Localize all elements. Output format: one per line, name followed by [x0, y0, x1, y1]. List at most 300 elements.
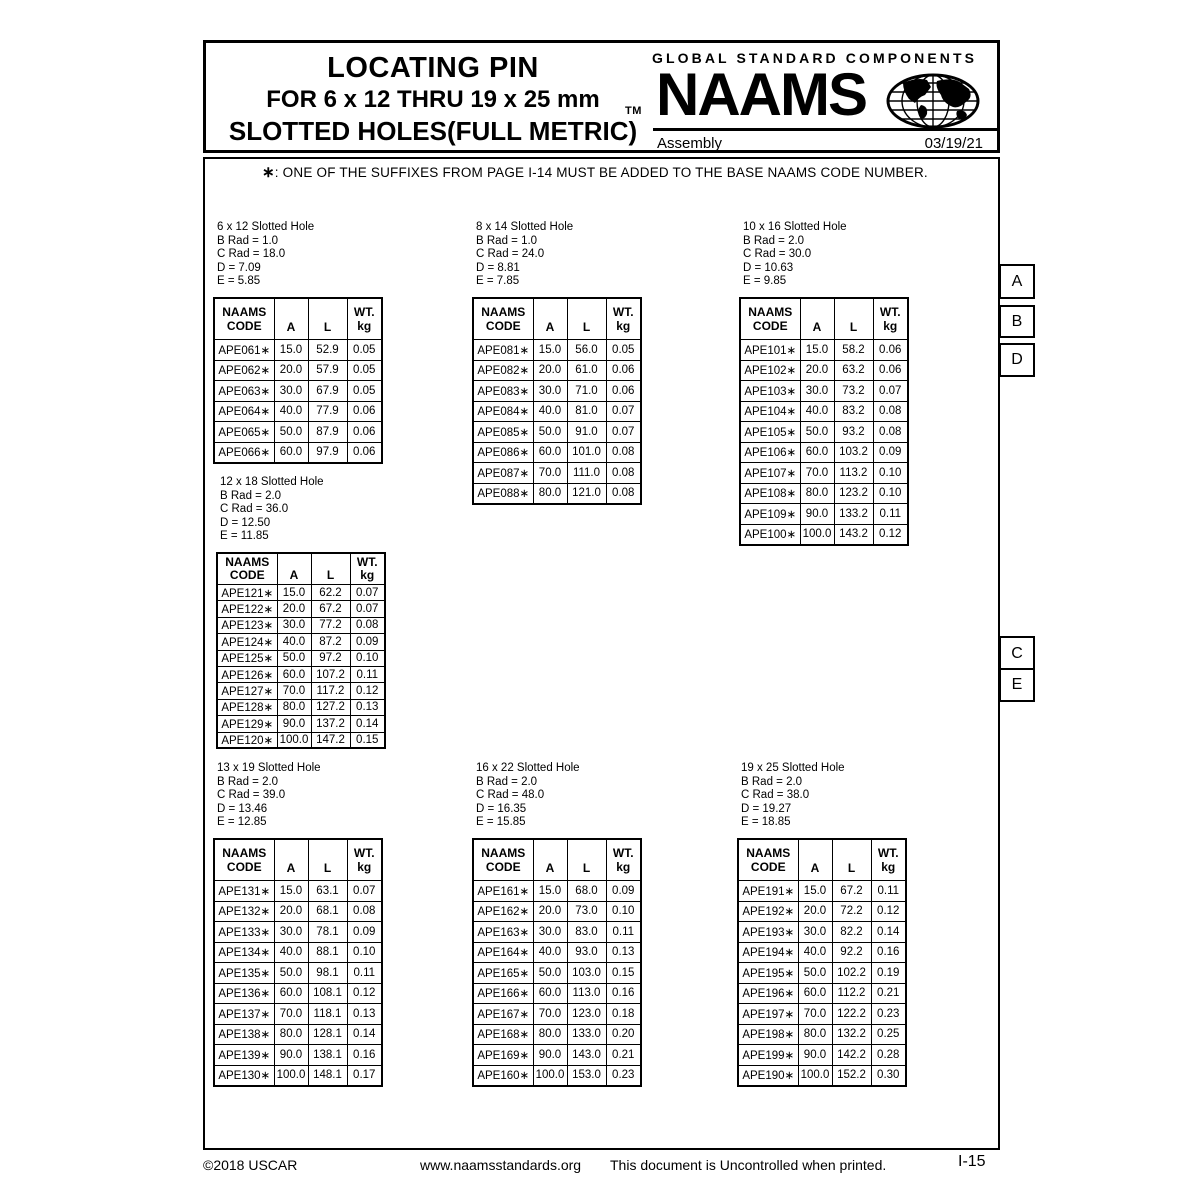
naams-code-cell: APE120∗: [217, 732, 277, 748]
section-tab-a[interactable]: A: [999, 264, 1035, 299]
a-value-cell: 40.0: [798, 942, 832, 963]
naams-code-cell: APE065∗: [214, 422, 274, 443]
l-value-cell: 87.9: [308, 422, 347, 443]
naams-code-cell: APE086∗: [473, 442, 533, 463]
column-header-wt: [871, 839, 906, 881]
l-value-cell: 111.0: [567, 463, 606, 484]
naams-code-cell: APE123∗: [217, 617, 277, 633]
wt-value-cell: 0.12: [873, 524, 908, 545]
spec-info: [737, 760, 907, 830]
table-row: [473, 340, 641, 361]
table-row: [473, 1065, 641, 1086]
column-header-naams-code: [217, 553, 277, 585]
a-value-cell: 100.0: [277, 732, 311, 748]
wt-value-cell: 0.16: [347, 1045, 382, 1066]
l-value-cell: 123.2: [834, 483, 873, 504]
naams-code-cell: APE121∗: [217, 585, 277, 601]
suffix-note: [262, 163, 928, 181]
table-row: [217, 699, 385, 715]
column-header-l: L: [311, 553, 350, 585]
naams-code-cell: APE062∗: [214, 360, 274, 381]
wt-value-cell: 0.11: [873, 504, 908, 525]
header-row: [740, 298, 908, 340]
wt-value-cell: 0.08: [350, 617, 385, 633]
l-value-cell: 138.1: [308, 1045, 347, 1066]
spec-info-line: E = 18.85: [741, 816, 791, 828]
spec-info-line: E = 12.85: [217, 816, 267, 828]
table-row: [214, 442, 382, 463]
wt-value-cell: 0.06: [873, 360, 908, 381]
naams-code-cell: APE137∗: [214, 1004, 274, 1025]
table-row: [473, 942, 641, 963]
wt-value-cell: 0.06: [873, 340, 908, 361]
column-header-line: kg: [357, 859, 372, 874]
wt-value-cell: 0.05: [347, 360, 382, 381]
a-value-cell: 40.0: [274, 401, 308, 422]
wt-value-cell: 0.07: [606, 401, 641, 422]
a-value-cell: 15.0: [533, 881, 567, 902]
table-row: [473, 401, 641, 422]
l-value-cell: 121.0: [567, 483, 606, 504]
column-header-line: kg: [360, 567, 375, 582]
wt-value-cell: 0.21: [606, 1045, 641, 1066]
a-value-cell: 15.0: [800, 340, 834, 361]
wt-value-cell: 0.10: [350, 650, 385, 666]
a-value-cell: 15.0: [274, 881, 308, 902]
l-value-cell: 108.1: [308, 983, 347, 1004]
column-header-naams-code: [473, 839, 533, 881]
spec-info-line: E = 9.85: [743, 275, 787, 287]
l-value-cell: 56.0: [567, 340, 606, 361]
naams-code-cell: APE195∗: [738, 963, 798, 984]
spec-info-line: E = 15.85: [476, 816, 526, 828]
a-value-cell: 50.0: [798, 963, 832, 984]
column-header-line: NAAMS: [748, 304, 793, 319]
spec-group-6x12: [213, 219, 383, 464]
wt-value-cell: 0.14: [347, 1024, 382, 1045]
table-row: [473, 483, 641, 504]
wt-value-cell: 0.20: [606, 1024, 641, 1045]
a-value-cell: 30.0: [800, 381, 834, 402]
a-value-cell: 70.0: [533, 1004, 567, 1025]
globe-icon: [885, 73, 981, 134]
a-value-cell: 80.0: [800, 483, 834, 504]
table-row: [217, 634, 385, 650]
spec-info-line: 19 x 25 Slotted Hole: [741, 762, 845, 774]
l-value-cell: 152.2: [832, 1065, 871, 1086]
table-row: [214, 922, 382, 943]
spec-info: [472, 760, 642, 830]
table-row: [740, 422, 908, 443]
title-line-2: FOR 6 x 12 THRU 19 x 25 mm: [266, 86, 600, 113]
naams-code-cell: APE135∗: [214, 963, 274, 984]
a-value-cell: 15.0: [277, 585, 311, 601]
spec-info-line: C Rad = 30.0: [743, 248, 812, 260]
spec-info-line: D = 16.35: [476, 802, 527, 815]
spec-info-line: B Rad = 1.0: [217, 234, 279, 247]
table-row: [740, 442, 908, 463]
naams-code-cell: APE100∗: [740, 524, 800, 545]
a-value-cell: 20.0: [274, 360, 308, 381]
column-header-line: CODE: [750, 859, 786, 874]
spec-info-line: D = 13.46: [217, 802, 268, 815]
a-value-cell: 70.0: [800, 463, 834, 484]
l-value-cell: 103.0: [567, 963, 606, 984]
table-row: [738, 963, 906, 984]
parts-table: [472, 297, 642, 505]
table-row: [473, 881, 641, 902]
naams-code-cell: APE191∗: [738, 881, 798, 902]
a-value-cell: 70.0: [274, 1004, 308, 1025]
spec-info-line: D = 19.27: [741, 802, 792, 815]
naams-code-cell: APE161∗: [473, 881, 533, 902]
table-row: [214, 340, 382, 361]
column-header-line: WT.: [356, 554, 378, 569]
l-value-cell: 57.9: [308, 360, 347, 381]
table-row: [214, 942, 382, 963]
wt-value-cell: 0.16: [606, 983, 641, 1004]
table-row: [217, 585, 385, 601]
a-value-cell: 80.0: [274, 1024, 308, 1045]
table-row: [214, 1065, 382, 1086]
l-value-cell: 143.2: [834, 524, 873, 545]
table-row: [214, 401, 382, 422]
column-header-l: L: [834, 298, 873, 340]
section-tab-e[interactable]: E: [999, 668, 1035, 702]
wt-value-cell: 0.06: [347, 442, 382, 463]
a-value-cell: 30.0: [277, 617, 311, 633]
a-value-cell: 60.0: [533, 442, 567, 463]
wt-value-cell: 0.10: [347, 942, 382, 963]
l-value-cell: 93.2: [834, 422, 873, 443]
table-row: [738, 922, 906, 943]
header-row: [214, 839, 382, 881]
column-header-line: NAAMS: [481, 845, 526, 860]
naams-code-cell: APE122∗: [217, 601, 277, 617]
a-value-cell: 30.0: [533, 381, 567, 402]
a-value-cell: 90.0: [798, 1045, 832, 1066]
a-value-cell: 60.0: [277, 666, 311, 682]
a-value-cell: 40.0: [277, 634, 311, 650]
l-value-cell: 137.2: [311, 716, 350, 732]
l-value-cell: 107.2: [311, 666, 350, 682]
a-value-cell: 50.0: [800, 422, 834, 443]
l-value-cell: 98.1: [308, 963, 347, 984]
column-header-line: WT.: [877, 845, 899, 860]
a-value-cell: 20.0: [533, 901, 567, 922]
spec-info: [213, 219, 383, 289]
l-value-cell: 101.0: [567, 442, 606, 463]
table-row: [217, 617, 385, 633]
wt-value-cell: 0.11: [350, 666, 385, 682]
copyright-text: ©2018 USCAR: [203, 1157, 298, 1173]
naams-code-cell: APE108∗: [740, 483, 800, 504]
naams-code-cell: APE198∗: [738, 1024, 798, 1045]
naams-code-cell: APE103∗: [740, 381, 800, 402]
naams-code-cell: APE064∗: [214, 401, 274, 422]
a-value-cell: 30.0: [274, 381, 308, 402]
a-value-cell: 80.0: [798, 1024, 832, 1045]
column-header-a: A: [274, 839, 308, 881]
brand-subtitle: Assembly: [657, 135, 723, 152]
table-row: [473, 1024, 641, 1045]
parts-table: [472, 838, 642, 1087]
wt-value-cell: 0.21: [871, 983, 906, 1004]
naams-code-cell: APE126∗: [217, 666, 277, 682]
wt-value-cell: 0.11: [871, 881, 906, 902]
column-header-line: WT.: [353, 304, 375, 319]
a-value-cell: 70.0: [277, 683, 311, 699]
a-value-cell: 90.0: [800, 504, 834, 525]
wt-value-cell: 0.07: [350, 585, 385, 601]
wt-value-cell: 0.10: [606, 901, 641, 922]
a-value-cell: 30.0: [274, 922, 308, 943]
a-value-cell: 50.0: [277, 650, 311, 666]
wt-value-cell: 0.07: [606, 422, 641, 443]
naams-code-cell: APE101∗: [740, 340, 800, 361]
column-header-line: kg: [357, 318, 372, 333]
naams-code-cell: APE061∗: [214, 340, 274, 361]
table-row: [217, 666, 385, 682]
l-value-cell: 83.2: [834, 401, 873, 422]
naams-code-cell: APE084∗: [473, 401, 533, 422]
wt-value-cell: 0.11: [347, 963, 382, 984]
suffix-note-text: : ONE OF THE SUFFIXES FROM PAGE I-14 MUST BE ADDED TO THE BASE NAAMS CODE NUMBER.: [274, 165, 928, 180]
naams-code-cell: APE192∗: [738, 901, 798, 922]
a-value-cell: 15.0: [798, 881, 832, 902]
wt-value-cell: 0.13: [347, 1004, 382, 1025]
naams-code-cell: APE197∗: [738, 1004, 798, 1025]
section-tab-d[interactable]: D: [999, 343, 1035, 377]
spec-group-8x14: [472, 219, 642, 505]
a-value-cell: 40.0: [274, 942, 308, 963]
wt-value-cell: 0.17: [347, 1065, 382, 1086]
naams-code-cell: APE165∗: [473, 963, 533, 984]
wt-value-cell: 0.15: [350, 732, 385, 748]
wt-value-cell: 0.15: [606, 963, 641, 984]
l-value-cell: 77.2: [311, 617, 350, 633]
column-header-a: A: [798, 839, 832, 881]
parts-table: [739, 297, 909, 546]
naams-code-cell: APE087∗: [473, 463, 533, 484]
l-value-cell: 62.2: [311, 585, 350, 601]
section-tab-b[interactable]: B: [999, 305, 1035, 338]
column-header-wt: [606, 839, 641, 881]
naams-code-cell: APE163∗: [473, 922, 533, 943]
spec-info-line: D = 7.09: [217, 261, 261, 274]
a-value-cell: 20.0: [533, 360, 567, 381]
column-header-line: CODE: [485, 859, 521, 874]
spec-info-line: C Rad = 39.0: [217, 789, 286, 801]
l-value-cell: 81.0: [567, 401, 606, 422]
l-value-cell: 61.0: [567, 360, 606, 381]
naams-code-cell: APE105∗: [740, 422, 800, 443]
naams-code-cell: APE102∗: [740, 360, 800, 381]
wt-value-cell: 0.25: [871, 1024, 906, 1045]
l-value-cell: 67.2: [311, 601, 350, 617]
section-tab-c[interactable]: C: [999, 636, 1035, 671]
table-row: [473, 922, 641, 943]
a-value-cell: 20.0: [277, 601, 311, 617]
a-value-cell: 20.0: [798, 901, 832, 922]
a-value-cell: 70.0: [798, 1004, 832, 1025]
spec-info-line: B Rad = 2.0: [217, 775, 279, 788]
column-header-naams-code: [214, 298, 274, 340]
l-value-cell: 71.0: [567, 381, 606, 402]
a-value-cell: 90.0: [277, 716, 311, 732]
wt-value-cell: 0.08: [873, 422, 908, 443]
naams-code-cell: APE106∗: [740, 442, 800, 463]
table-row: [214, 381, 382, 402]
naams-code-cell: APE166∗: [473, 983, 533, 1004]
spec-info-line: B Rad = 2.0: [220, 489, 282, 502]
wt-value-cell: 0.09: [347, 922, 382, 943]
naams-code-cell: APE136∗: [214, 983, 274, 1004]
table-row: [214, 901, 382, 922]
table-row: [738, 983, 906, 1004]
table-row: [214, 983, 382, 1004]
wt-value-cell: 0.12: [347, 983, 382, 1004]
a-value-cell: 50.0: [274, 963, 308, 984]
a-value-cell: 20.0: [800, 360, 834, 381]
l-value-cell: 133.0: [567, 1024, 606, 1045]
naams-code-cell: APE139∗: [214, 1045, 274, 1066]
naams-code-cell: APE169∗: [473, 1045, 533, 1066]
a-value-cell: 40.0: [533, 942, 567, 963]
revision-date: 03/19/21: [924, 135, 983, 152]
a-value-cell: 30.0: [533, 922, 567, 943]
column-header-naams-code: [473, 298, 533, 340]
spec-info-line: C Rad = 18.0: [217, 248, 286, 260]
naams-code-cell: APE193∗: [738, 922, 798, 943]
parts-table: [216, 552, 386, 750]
table-row: [738, 1045, 906, 1066]
naams-code-cell: APE107∗: [740, 463, 800, 484]
a-value-cell: 90.0: [533, 1045, 567, 1066]
trademark-symbol: TM: [625, 105, 642, 117]
table-row: [217, 716, 385, 732]
naams-code-cell: APE088∗: [473, 483, 533, 504]
column-header-a: A: [800, 298, 834, 340]
column-header-naams-code: [740, 298, 800, 340]
wt-value-cell: 0.14: [871, 922, 906, 943]
column-header-l: L: [567, 839, 606, 881]
table-row: [740, 360, 908, 381]
title-line-3: SLOTTED HOLES(FULL METRIC): [228, 116, 638, 146]
l-value-cell: 103.2: [834, 442, 873, 463]
l-value-cell: 67.9: [308, 381, 347, 402]
table-row: [217, 683, 385, 699]
spec-info-line: B Rad = 2.0: [741, 775, 803, 788]
naams-code-cell: APE127∗: [217, 683, 277, 699]
naams-code-cell: APE190∗: [738, 1065, 798, 1086]
l-value-cell: 73.2: [834, 381, 873, 402]
column-header-l: L: [567, 298, 606, 340]
naams-code-cell: APE082∗: [473, 360, 533, 381]
column-header-line: NAAMS: [225, 554, 270, 569]
spec-info-line: D = 12.50: [220, 516, 271, 529]
naams-code-cell: APE063∗: [214, 381, 274, 402]
spec-info-line: E = 5.85: [217, 275, 261, 287]
spec-info: [213, 760, 383, 830]
table-row: [738, 881, 906, 902]
table-row: [473, 381, 641, 402]
l-value-cell: 87.2: [311, 634, 350, 650]
spec-info-line: B Rad = 1.0: [476, 234, 538, 247]
table-row: [738, 942, 906, 963]
table-row: [473, 1045, 641, 1066]
naams-code-cell: APE125∗: [217, 650, 277, 666]
column-header-naams-code: [738, 839, 798, 881]
spec-info-line: 6 x 12 Slotted Hole: [217, 221, 315, 233]
wt-value-cell: 0.12: [871, 901, 906, 922]
wt-value-cell: 0.06: [347, 422, 382, 443]
column-header-wt: [347, 298, 382, 340]
l-value-cell: 72.2: [832, 901, 871, 922]
table-row: [473, 963, 641, 984]
column-header-line: kg: [881, 859, 896, 874]
spec-info-line: E = 7.85: [476, 275, 520, 287]
l-value-cell: 97.2: [311, 650, 350, 666]
spec-info-line: 16 x 22 Slotted Hole: [476, 762, 580, 774]
table-row: [473, 983, 641, 1004]
wt-value-cell: 0.08: [606, 463, 641, 484]
l-value-cell: 68.1: [308, 901, 347, 922]
a-value-cell: 70.0: [533, 463, 567, 484]
website-link[interactable]: www.naamsstandards.org: [420, 1157, 582, 1173]
wt-value-cell: 0.08: [606, 483, 641, 504]
a-value-cell: 80.0: [533, 483, 567, 504]
spec-group-10x16: [739, 219, 909, 546]
l-value-cell: 112.2: [832, 983, 871, 1004]
column-header-line: CODE: [229, 567, 265, 582]
l-value-cell: 92.2: [832, 942, 871, 963]
wt-value-cell: 0.10: [873, 463, 908, 484]
a-value-cell: 80.0: [277, 699, 311, 715]
column-header-a: A: [533, 298, 567, 340]
l-value-cell: 123.0: [567, 1004, 606, 1025]
spec-info-line: B Rad = 2.0: [743, 234, 805, 247]
naams-code-cell: APE134∗: [214, 942, 274, 963]
table-row: [473, 422, 641, 443]
wt-value-cell: 0.19: [871, 963, 906, 984]
table-row: [740, 483, 908, 504]
l-value-cell: 93.0: [567, 942, 606, 963]
column-header-wt: [347, 839, 382, 881]
table-row: [473, 1004, 641, 1025]
wt-value-cell: 0.16: [871, 942, 906, 963]
spec-info-line: D = 10.63: [743, 261, 794, 274]
l-value-cell: 73.0: [567, 901, 606, 922]
naams-code-cell: APE129∗: [217, 716, 277, 732]
naams-code-cell: APE196∗: [738, 983, 798, 1004]
l-value-cell: 127.2: [311, 699, 350, 715]
wt-value-cell: 0.23: [871, 1004, 906, 1025]
wt-value-cell: 0.08: [873, 401, 908, 422]
column-header-l: L: [308, 839, 347, 881]
naams-code-cell: APE162∗: [473, 901, 533, 922]
naams-code-cell: APE160∗: [473, 1065, 533, 1086]
table-row: [473, 360, 641, 381]
naams-code-cell: APE132∗: [214, 901, 274, 922]
header-row: [738, 839, 906, 881]
spec-group-16x22: [472, 760, 642, 1087]
naams-code-cell: APE133∗: [214, 922, 274, 943]
column-header-line: NAAMS: [746, 845, 791, 860]
table-row: [738, 1024, 906, 1045]
parts-table: [213, 297, 383, 464]
a-value-cell: 50.0: [533, 963, 567, 984]
